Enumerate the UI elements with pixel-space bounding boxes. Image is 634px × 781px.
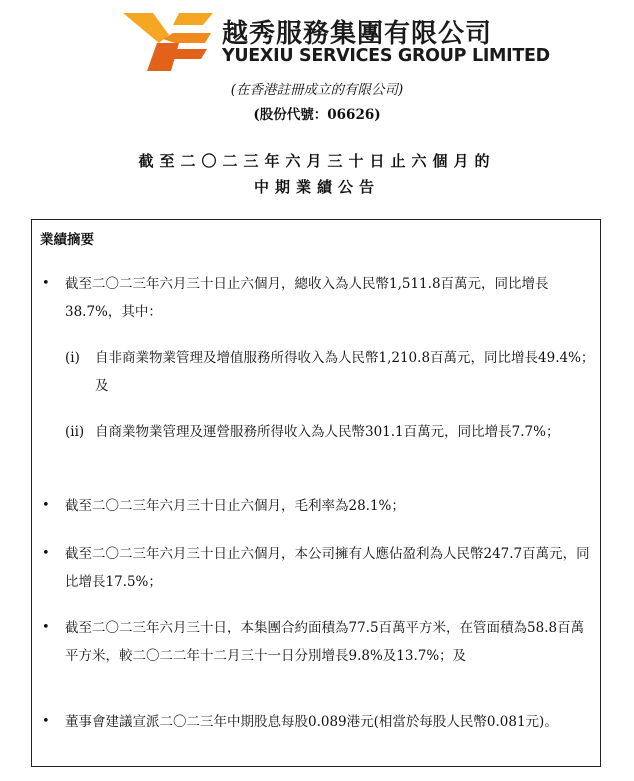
yuexiu-logo-icon [123,13,213,71]
bullet-icon: • [42,620,50,635]
highlight-text: 截至二〇二三年六月三十日止六個月，毛利率為28.1%； [65,498,405,514]
bullet-icon: • [42,714,50,729]
highlights-heading: 業績摘要 [40,232,94,248]
announcement-title-line1: 截至二〇二三年六月三十日止六個月的 [138,152,496,170]
subitem-number: (ii) [65,424,85,440]
highlight-text: 自商業物業管理及運營服務所得收入為人民幣301.1百萬元，同比增長7.7%； [95,424,560,440]
company-name-chinese: 越秀服務集團有限公司 [222,19,493,49]
letterhead [0,0,634,123]
announcement-title-line2: 中期業績公告 [253,178,380,196]
results-highlights-box [31,219,601,767]
highlight-text: 截至二〇二三年六月三十日止六個月，本公司擁有人應佔盈利為人民幣247.7百萬元，同比增長17.5%； [65,546,590,590]
stock-code: (股份代號：06626) [253,107,381,123]
bullet-icon: • [42,276,50,291]
highlight-text: 截至二〇二三年六月三十日，本集團合約面積為77.5百萬平方米，在管面積為58.8百萬平方米，較二〇二二年十二月三十一日分別增長9.8%及13.7%；及 [65,620,585,664]
highlight-text: 截至二〇二三年六月三十日止六個月，總收入為人民幣1,511.8百萬元，同比增長38.7%，其中： [65,276,549,320]
bullet-icon: • [42,498,50,513]
registration-note: (在香港註冊成立的有限公司) [230,82,404,98]
highlight-text: 董事會建議宣派二〇二三年中期股息每股0.089港元(相當於每股人民幣0.081元)。 [65,714,558,730]
bullet-icon: • [42,546,50,561]
highlight-text: 自非商業物業管理及增值服務所得收入為人民幣1,210.8百萬元，同比增長49.4%；及 [95,350,595,394]
company-name-english: YUEXIU SERVICES GROUP LIMITED [222,46,550,66]
subitem-number: (i) [65,350,80,366]
